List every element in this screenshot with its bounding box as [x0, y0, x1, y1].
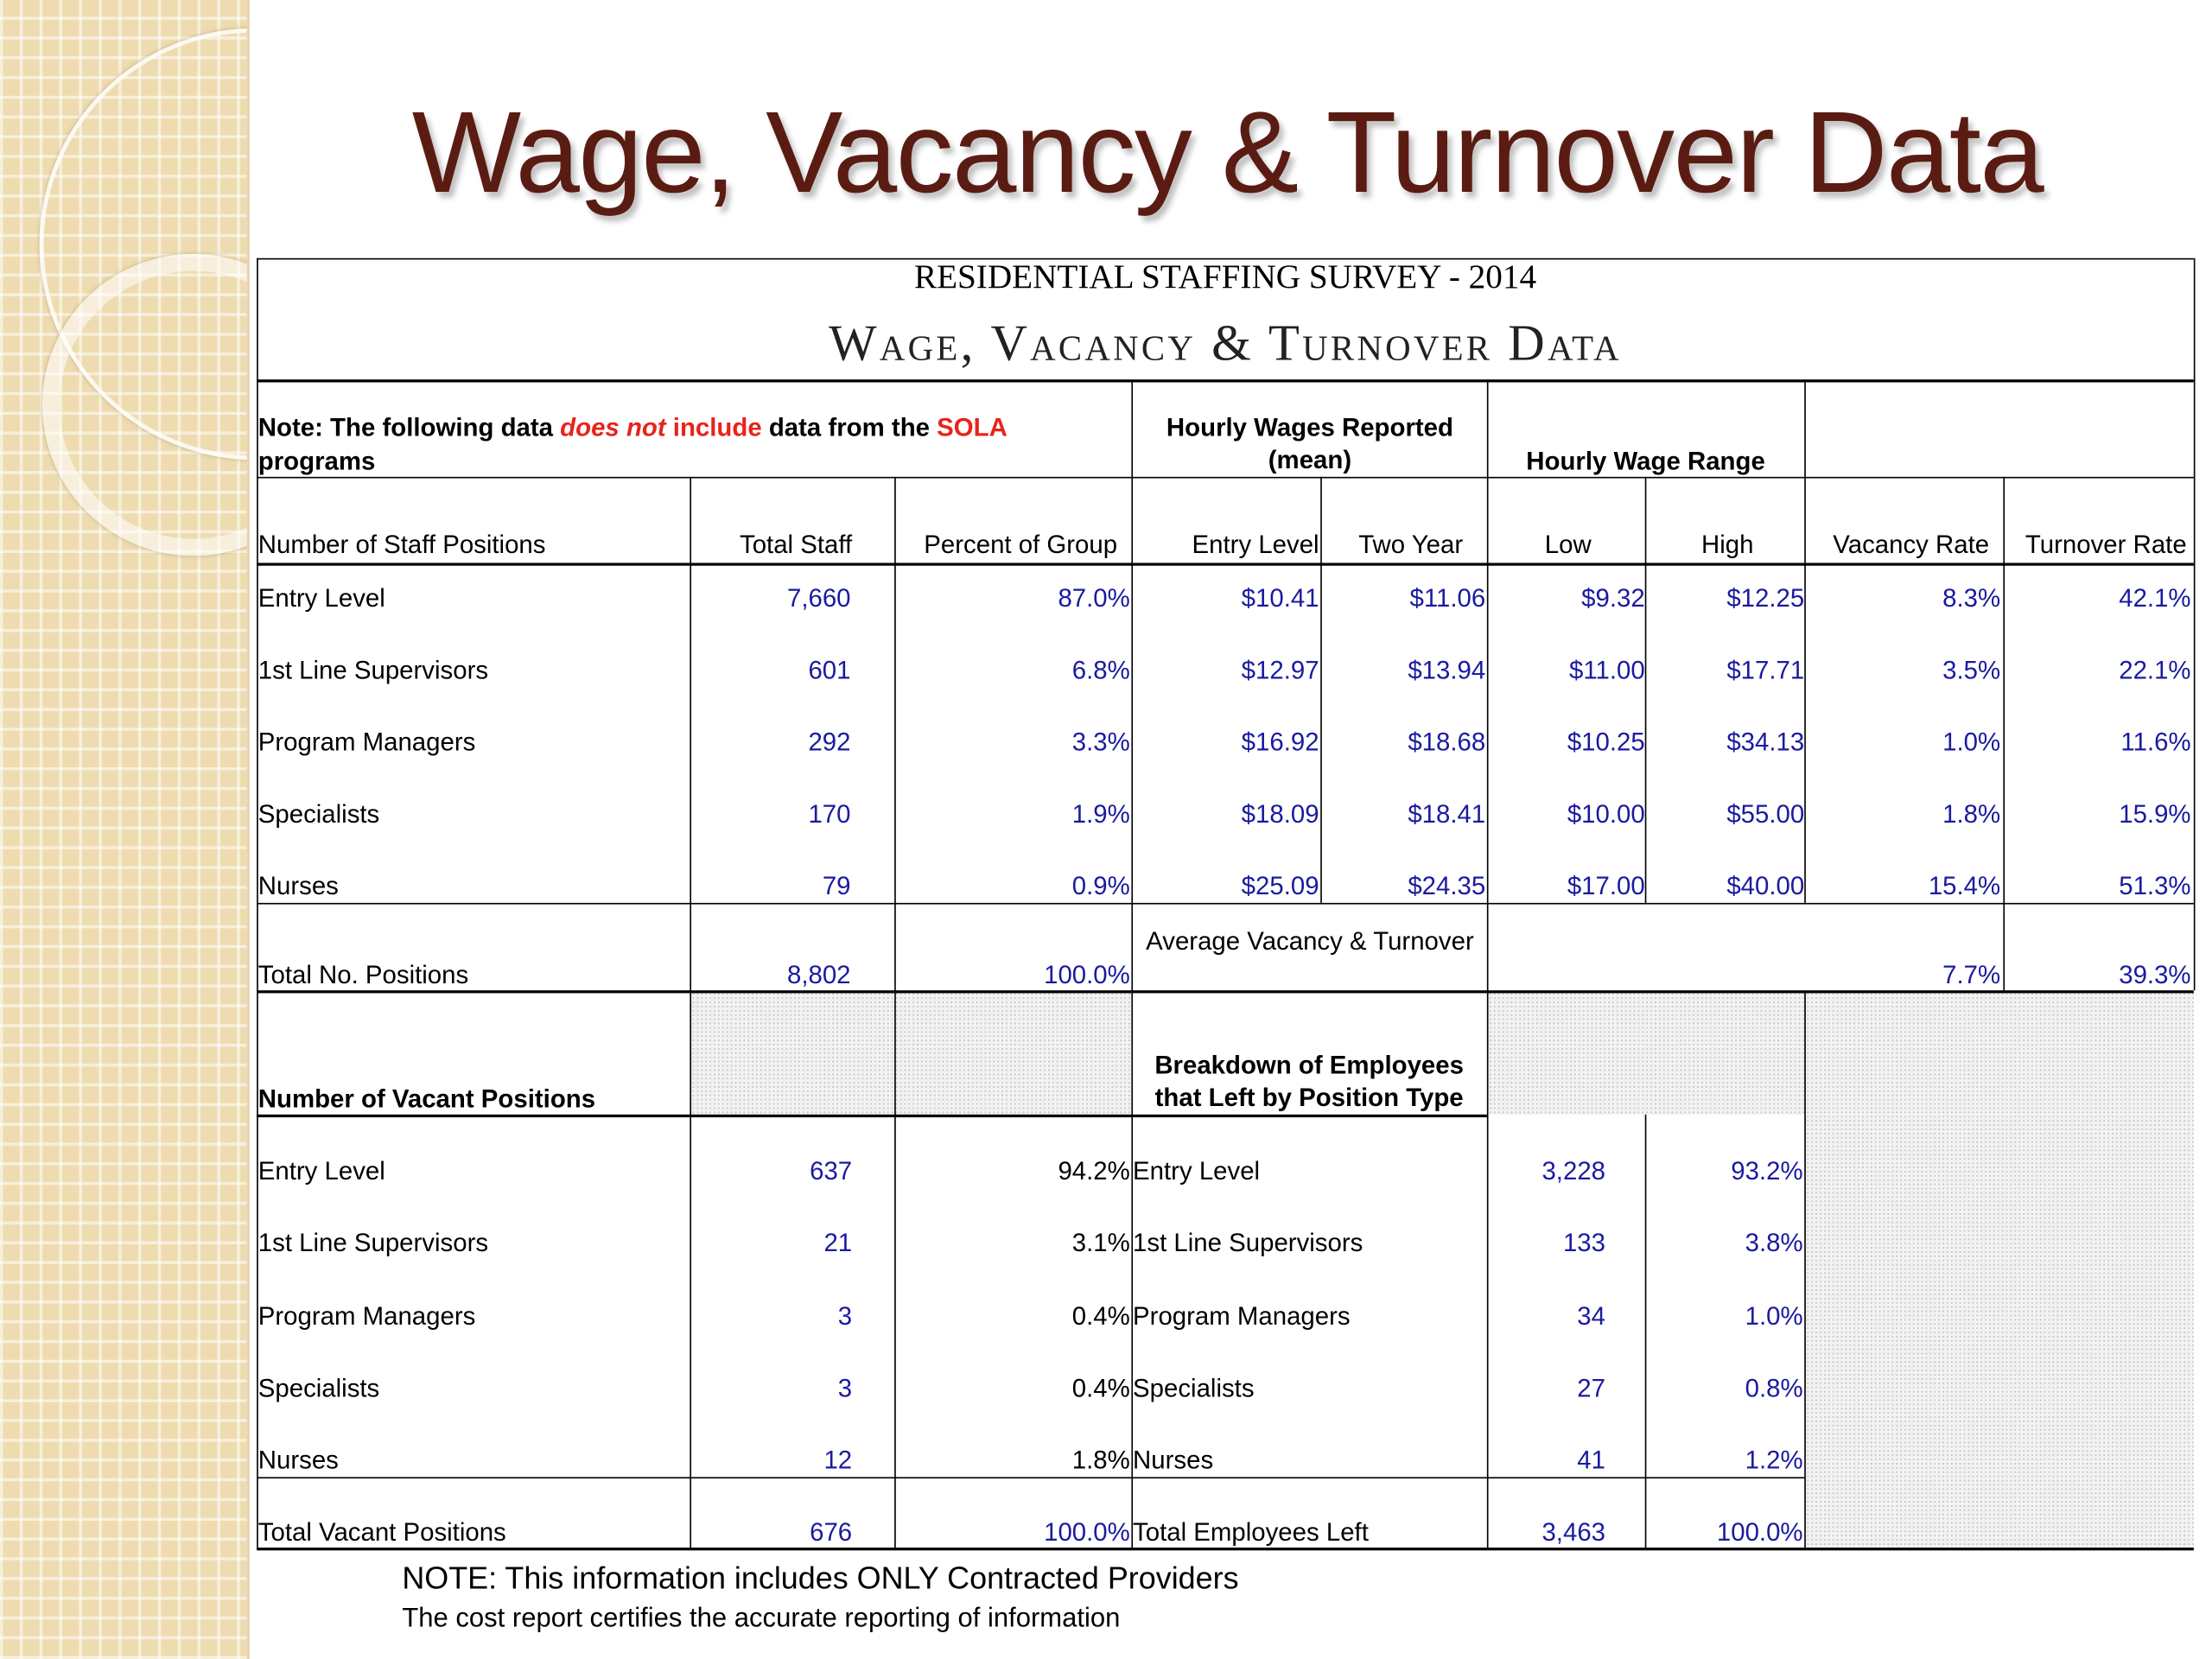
cell-value: 0.4% [1071, 1301, 1130, 1330]
cell-value: 34 [1577, 1301, 1606, 1330]
cell-value: 79 [822, 872, 851, 900]
row-label: 1st Line Supervisors [257, 1229, 489, 1258]
row-label: Entry Level [257, 1156, 385, 1185]
cell-value: $11.06 [1409, 583, 1486, 613]
divider [257, 477, 2194, 479]
row-label: Program Managers [257, 1301, 476, 1330]
cell-value: 41 [1577, 1446, 1606, 1475]
shaded-cell [1806, 1115, 2194, 1549]
divider [1645, 477, 1647, 903]
divider [257, 1477, 1804, 1478]
slide-title: Wage, Vacancy & Turnover Data [411, 88, 2044, 218]
vacant-header: Number of Vacant Positions [257, 1084, 596, 1114]
row-label: Nurses [257, 1446, 339, 1475]
cell-value: 3,463 [1541, 1517, 1606, 1547]
cell-value: 3.5% [1942, 656, 2001, 684]
row-label: Program Managers [1133, 1301, 1351, 1330]
column-header: Number of Staff Positions [257, 530, 546, 559]
cell-value: 8.3% [1942, 583, 2001, 613]
cell-value: 22.1% [2119, 656, 2191, 684]
cell-value: $17.71 [1726, 656, 1805, 684]
wage-range-header: Hourly Wage Range [1526, 447, 1765, 476]
note-text [258, 412, 1007, 443]
avg-turnover: 39.3% [2119, 960, 2191, 989]
cell-value: 0.9% [1071, 872, 1130, 900]
cell-value: $18.09 [1241, 799, 1319, 829]
row-label: Entry Level [1133, 1156, 1261, 1185]
cell-value: $9.32 [1581, 583, 1645, 613]
divider [2194, 258, 2196, 990]
avg-label: Average Vacancy & Turnover [1146, 926, 1474, 956]
divider [1804, 379, 1806, 903]
cell-value: 292 [808, 728, 851, 757]
divider [257, 990, 2194, 993]
row-label: Nurses [257, 872, 339, 900]
cell-value: 3,228 [1541, 1156, 1606, 1185]
cell-value: $25.09 [1241, 872, 1319, 900]
row-label: Total Vacant Positions [257, 1517, 506, 1547]
divider [1320, 477, 1322, 903]
divider [1645, 1115, 1647, 1549]
cell-value: 601 [808, 656, 851, 684]
row-label: 1st Line Supervisors [1133, 1229, 1363, 1258]
total-percent: 100.0% [1044, 960, 1130, 989]
divider [257, 1115, 1487, 1117]
cell-value: 637 [810, 1156, 853, 1185]
row-label: Nurses [1133, 1446, 1214, 1475]
column-header: Turnover Rate [2024, 530, 2187, 559]
cell-value: $34.13 [1726, 728, 1805, 757]
note-sola: SOLA [937, 413, 1007, 442]
cell-value: $10.25 [1567, 728, 1645, 757]
cell-value: $18.68 [1408, 728, 1486, 757]
divider [894, 477, 896, 1549]
cell-value: $55.00 [1726, 799, 1805, 829]
cell-value: 1.2% [1745, 1446, 1803, 1475]
note-line2: programs [257, 447, 376, 476]
column-header: High [1700, 530, 1754, 559]
note-prefix: Note: The following data [257, 413, 561, 442]
avg-vacancy: 7.7% [1942, 960, 2001, 989]
cell-value: 6.8% [1071, 656, 1130, 684]
column-header: Low [1544, 530, 1592, 559]
cell-value: $13.94 [1408, 656, 1486, 684]
column-header: Vacancy Rate [1833, 530, 1990, 559]
divider [2003, 477, 2005, 990]
cell-value: 93.2% [1731, 1156, 1803, 1185]
cell-value: 3.1% [1071, 1229, 1130, 1258]
cell-value: 27 [1577, 1374, 1606, 1402]
cell-value: $10.00 [1567, 799, 1645, 829]
survey-title: RESIDENTIAL STAFFING SURVEY - 2014 [913, 259, 1537, 296]
total-staff: 8,802 [786, 960, 851, 989]
cell-value: 42.1% [2119, 583, 2191, 613]
shaded-cell [1488, 992, 2193, 1115]
cell-value: 0.8% [1745, 1374, 1803, 1402]
cell-value: 133 [1562, 1229, 1606, 1258]
divider [257, 258, 2194, 260]
row-label: Program Managers [257, 728, 476, 757]
cell-value: 676 [810, 1517, 853, 1547]
cell-value: $11.00 [1569, 656, 1645, 684]
table-title: Wage, Vacancy & Turnover Data [829, 315, 1622, 372]
cell-value: 51.3% [2119, 872, 2191, 900]
column-header: Two Year [1358, 530, 1464, 559]
note-emphasis: does not [560, 413, 666, 442]
cell-value: 3.8% [1745, 1229, 1803, 1258]
divider [257, 379, 2194, 382]
employees-left-header: Breakdown of Employees that Left by Position Type [1154, 1051, 1464, 1112]
footer-note: NOTE: This information includes ONLY Contracted Providers [402, 1560, 1239, 1596]
divider [257, 903, 2194, 905]
cell-value: 100.0% [1716, 1517, 1803, 1547]
cell-value: 3 [837, 1374, 853, 1402]
row-label: Total Employees Left [1133, 1517, 1369, 1547]
cell-value: 100.0% [1044, 1517, 1130, 1547]
cell-value: $40.00 [1726, 872, 1805, 900]
cell-value: 1.9% [1071, 799, 1130, 829]
column-header: Total Staff [739, 530, 853, 559]
column-header: Entry Level [1192, 530, 1319, 559]
cell-value: 15.9% [2119, 799, 2191, 829]
decorative-sidebar [0, 0, 250, 1659]
cell-value: 1.0% [1745, 1301, 1803, 1330]
divider [257, 563, 2194, 565]
cell-value: $17.00 [1567, 872, 1645, 900]
cell-value: 3.3% [1071, 728, 1130, 757]
cell-value: 87.0% [1058, 583, 1130, 613]
note-mid: data from the [761, 413, 938, 442]
divider [690, 477, 691, 1549]
cell-value: $12.25 [1726, 583, 1805, 613]
cell-value: 11.6% [2120, 728, 2191, 757]
column-header: Percent of Group [924, 530, 1118, 559]
shaded-cell [691, 992, 1131, 1115]
cell-value: 7,660 [786, 583, 851, 613]
cell-value: $12.97 [1241, 656, 1319, 684]
total-label: Total No. Positions [257, 960, 469, 989]
cell-value: 170 [808, 799, 851, 829]
divider [1487, 379, 1489, 1549]
row-label: Entry Level [257, 583, 385, 613]
row-label: 1st Line Supervisors [257, 656, 489, 684]
cell-value: $24.35 [1408, 872, 1486, 900]
cell-value: 1.0% [1942, 728, 2001, 757]
hourly-wages-header: Hourly Wages Reported (mean) [1166, 413, 1453, 474]
cell-value: 0.4% [1071, 1374, 1130, 1402]
row-label: Specialists [1133, 1374, 1255, 1402]
divider [1804, 990, 1806, 1549]
note-include: include [665, 413, 762, 442]
cell-value: 1.8% [1071, 1446, 1130, 1475]
cell-value: $18.41 [1408, 799, 1486, 829]
cell-value: 15.4% [1928, 872, 2001, 900]
cell-value: 1.8% [1942, 799, 2001, 829]
cell-value: 94.2% [1058, 1156, 1130, 1185]
cell-value: $10.41 [1241, 583, 1319, 613]
cell-value: 3 [837, 1301, 853, 1330]
cell-value: 21 [823, 1229, 853, 1258]
row-label: Specialists [257, 799, 380, 829]
cell-value: $16.92 [1241, 728, 1319, 757]
divider [257, 1548, 2194, 1550]
footer-subnote: The cost report certifies the accurate reporting of information [402, 1604, 1121, 1634]
cell-value: 12 [823, 1446, 853, 1475]
row-label: Specialists [257, 1374, 380, 1402]
